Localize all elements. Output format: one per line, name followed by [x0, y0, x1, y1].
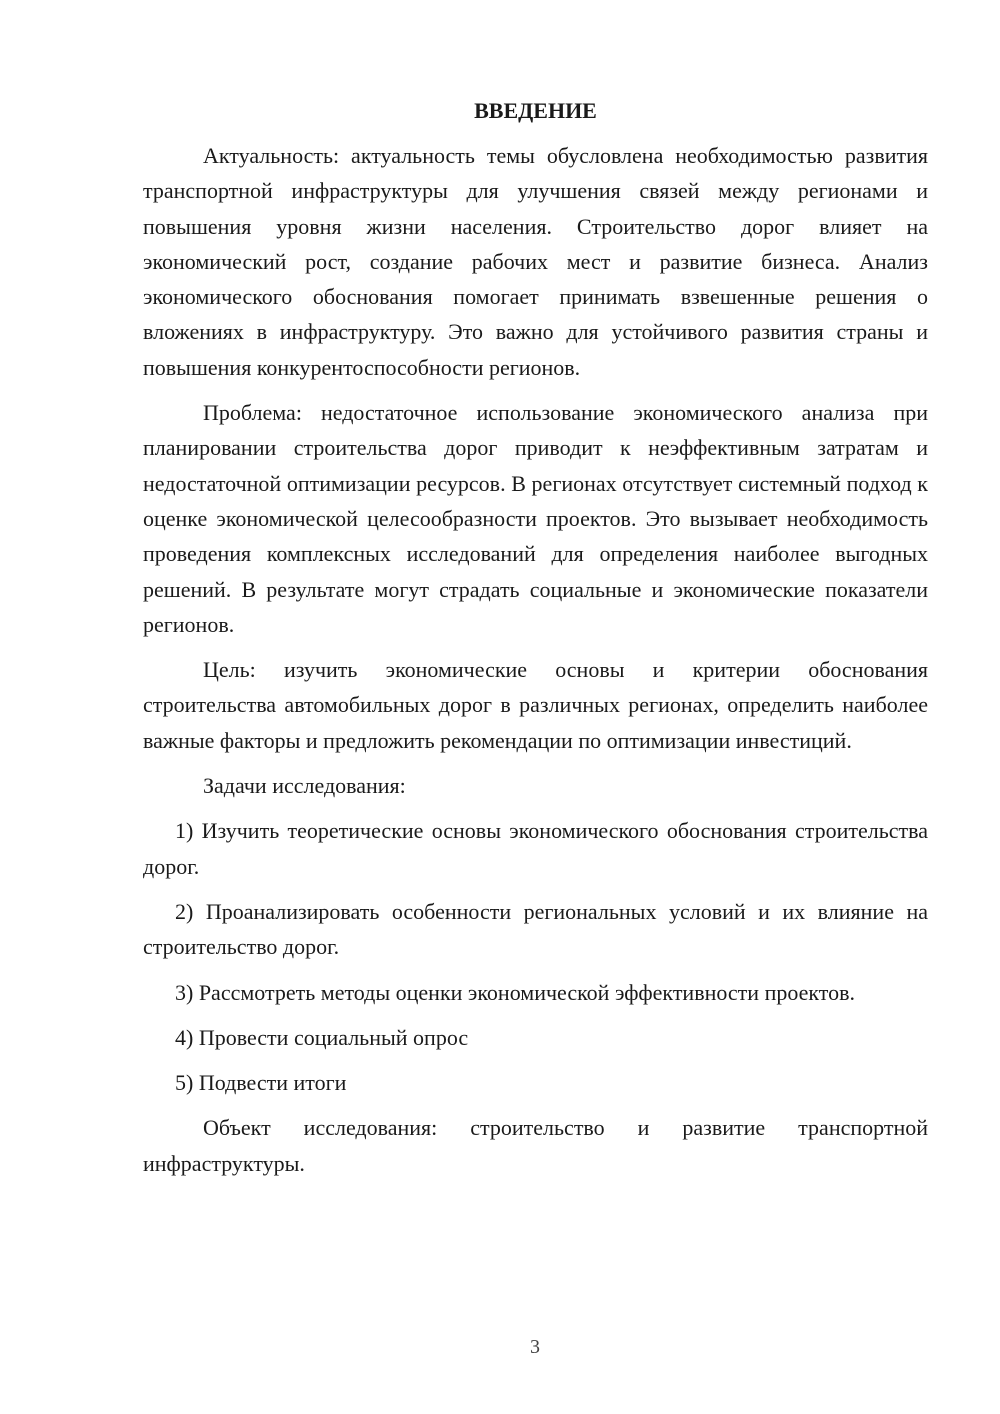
goal-paragraph: Цель: изучить экономические основы и критерии обоснования строительства автомобильных дорог в различных регионах, определить наиболее важные факторы и предложить рекомендации по оптимизации инвестиций.	[143, 657, 928, 753]
task-item-2: 2) Проанализировать особенности региональных условий и их влияние на строительство дорог.	[143, 898, 928, 960]
task-item-5: 5) Подвести итоги	[175, 1070, 347, 1096]
document-page	[143, 96, 928, 1191]
task-item-3: 3) Рассмотреть методы оценки экономической эффективности проектов.	[175, 979, 855, 1005]
task-item-4: 4) Провести социальный опрос	[175, 1024, 469, 1050]
tasks-heading: Задачи исследования:	[203, 773, 406, 799]
page-number: 3	[530, 1336, 540, 1358]
task-item-1: 1) Изучить теоретические основы экономического обоснования строительства дорог.	[143, 818, 928, 879]
problem-paragraph: Проблема: недостаточное использование экономического анализа при планировании строительства дорог приводит к неэффективным затратам и недостаточной оптимизации ресурсов. В регионах отсутствует системный подход к оценке экономической целесообразности проектов. Это вызывает необходимость проведения комплексных исследований для определения наиболее выгодных решений. В результате могут страдать социальные и экономические показатели регионов.	[143, 400, 928, 637]
section-title: ВВЕДЕНИЕ	[474, 98, 597, 123]
relevance-paragraph: Актуальность: актуальность темы обусловлена необходимостью развития транспортной инфраструктуры для улучшения связей между регионами и повышения уровня жизни населения. Строительство дорог влияет на экономический рост, создание рабочих мест и развитие бизнеса. Анализ экономического обоснования помогает принимать взвешенные решения о вложениях в инфраструктуру. Это важно для устойчивого развития страны и повышения конкурентоспособности регионов.	[143, 143, 928, 380]
object-paragraph: Объект исследования: строительство и развитие транспортной инфраструктуры.	[143, 1115, 928, 1176]
